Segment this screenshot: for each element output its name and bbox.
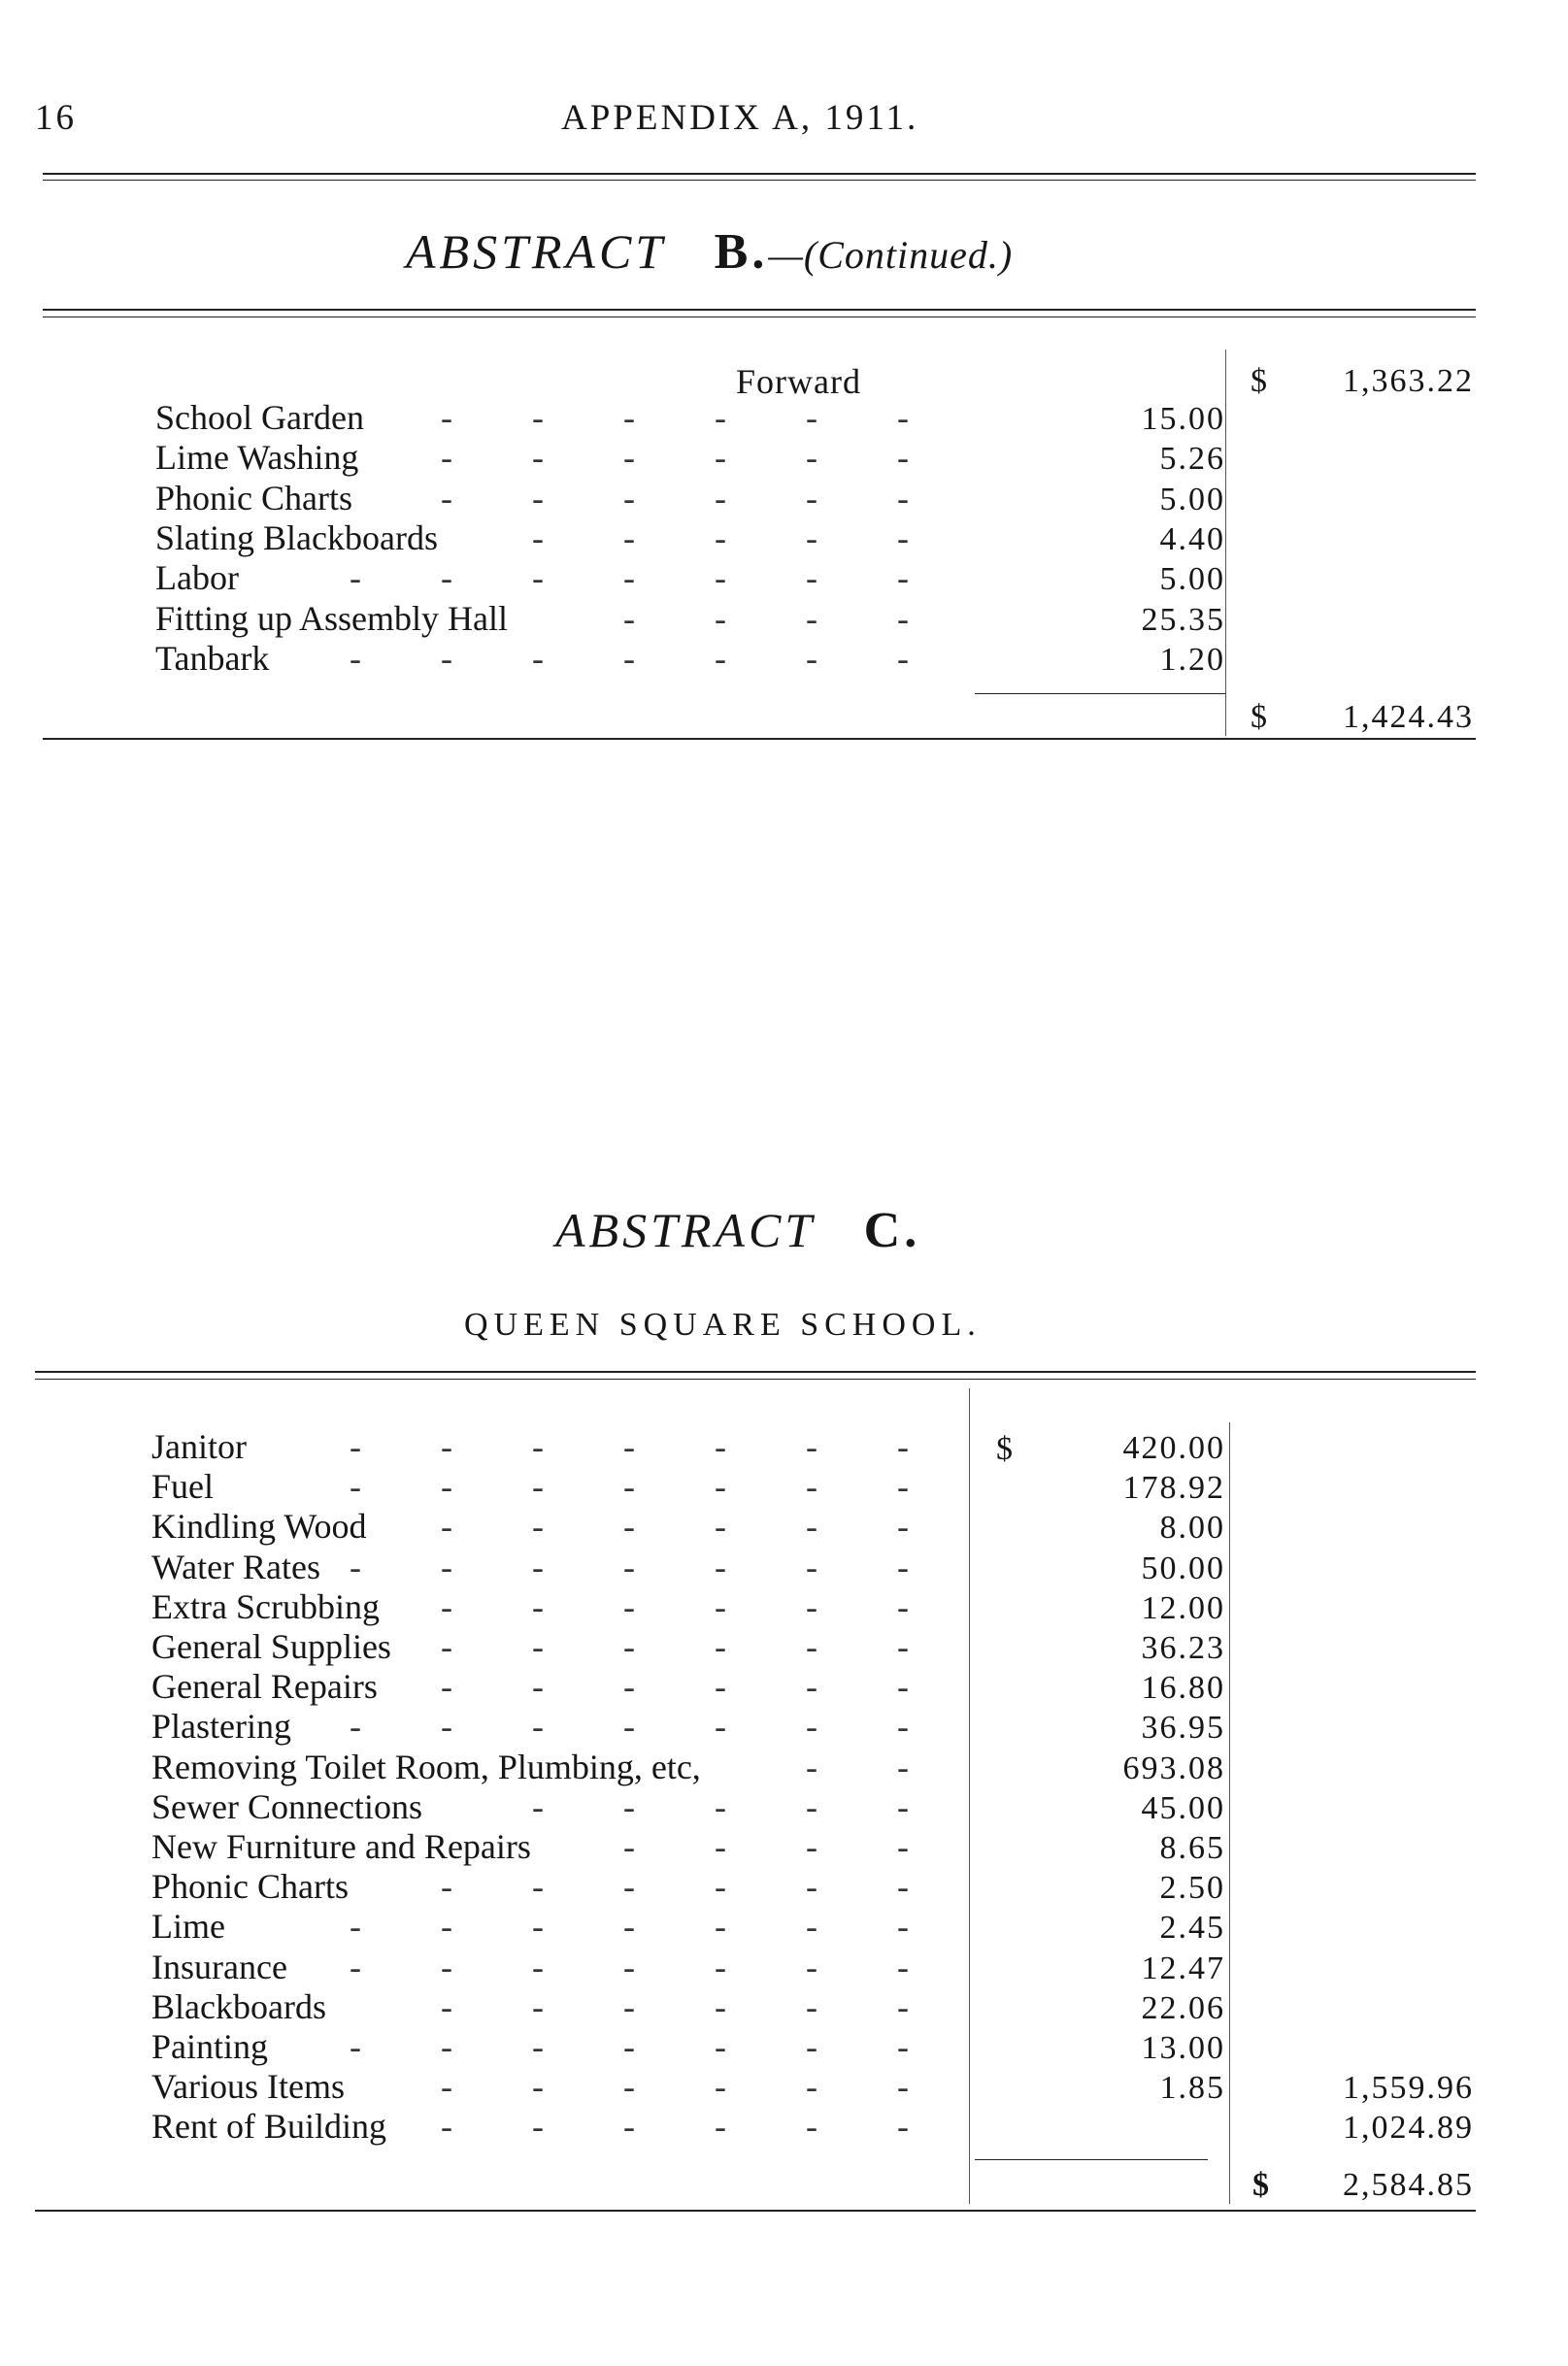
item-label: Fitting up Assembly Hall <box>155 598 509 638</box>
abstract-b-title <box>406 223 1013 281</box>
item-amount: 25.35 <box>1141 601 1225 638</box>
item-label: Labor <box>155 558 239 598</box>
item-label: New Furniture and Repairs <box>151 1827 531 1866</box>
table-row: Fuel - - - - - - - 178.92 <box>151 1467 1225 1507</box>
item-label: Kindling Wood <box>151 1507 367 1547</box>
table-row: Janitor - - - - - - - 420.00 <box>151 1427 1225 1466</box>
item-label: Rent of Building <box>151 2107 386 2147</box>
item-amount: 16.80 <box>1141 1670 1225 1707</box>
abstract-b-forward-amount: 1,363.22 <box>1343 363 1474 399</box>
table-row: Sewer Connections - - - - - 45.00 <box>151 1786 1225 1826</box>
item-amount: 36.23 <box>1141 1630 1225 1666</box>
table-row: Labor - - - - - - - 5.00 <box>155 558 1225 598</box>
abstract-c-title <box>555 1202 920 1259</box>
item-amount: 8.00 <box>1159 1510 1225 1547</box>
abstract-b-column-divider <box>1225 350 1226 736</box>
item-amount: 178.92 <box>1122 1470 1225 1507</box>
item-label: Water Rates <box>151 1547 321 1586</box>
item-label: Lime Washing <box>155 438 359 478</box>
table-row: Water Rates - - - - - - - 50.00 <box>151 1547 1225 1586</box>
item-label: Sewer Connections <box>151 1786 422 1826</box>
abstract-b-top-rule <box>43 309 1476 311</box>
abstract-c-top-rule-thin <box>35 1379 1476 1380</box>
item-subtotal: 1,024.89 <box>1343 2110 1474 2147</box>
item-amount: 12.47 <box>1141 1949 1225 1986</box>
abstract-b-letter: B. <box>714 224 769 280</box>
table-row: Painting - - - - - - - 13.00 <box>151 2027 1225 2066</box>
table-row: Extra Scrubbing - - - - - - 12.00 <box>151 1586 1225 1626</box>
item-amount: 1.85 <box>1159 2070 1225 2107</box>
item-label: Extra Scrubbing <box>151 1586 380 1626</box>
item-amount: 13.00 <box>1141 2030 1225 2066</box>
abstract-b-sum-rule <box>975 693 1225 694</box>
abstract-c-first-currency: $ <box>996 1431 1013 1467</box>
item-amount: 5.00 <box>1159 561 1225 598</box>
item-label: General Repairs <box>151 1667 378 1707</box>
table-row: Blackboards - - - - - - 22.06 <box>151 1986 1225 2026</box>
item-amount: 50.00 <box>1141 1550 1225 1586</box>
item-amount: 5.26 <box>1159 441 1225 478</box>
header-rule <box>43 173 1476 175</box>
item-amount: 22.06 <box>1141 1989 1225 2026</box>
item-label: Removing Toilet Room, Plumbing, etc, <box>151 1747 701 1786</box>
table-row: School Garden - - - - - - 15.00 <box>155 398 1225 437</box>
abstract-c-sum-rule <box>975 2159 1208 2160</box>
item-label: School Garden <box>155 398 364 437</box>
abstract-b-continued: —(Continued.) <box>768 233 1014 277</box>
item-label: Tanbark <box>155 638 270 678</box>
abstract-c-bottom-rule <box>35 2210 1476 2212</box>
table-row: Insurance - - - - - - - 12.47 <box>151 1947 1225 1986</box>
abstract-c-word: ABSTRACT <box>555 1203 817 1257</box>
table-row: Kindling Wood - - - - - - 8.00 <box>151 1507 1225 1547</box>
abstract-b-total-currency: $ <box>1251 699 1267 735</box>
abstract-b-word: ABSTRACT <box>406 224 667 279</box>
item-label: Janitor <box>151 1427 247 1466</box>
item-amount: 36.95 <box>1141 1710 1225 1747</box>
running-title: APPENDIX A, 1911. <box>561 98 919 138</box>
header-rule-thin <box>43 180 1476 181</box>
item-label: Insurance <box>151 1947 287 1986</box>
item-label: Painting <box>151 2027 269 2066</box>
item-label: Phonic Charts <box>151 1867 349 1907</box>
table-row: Tanbark - - - - - - - 1.20 <box>155 638 1225 678</box>
item-label: Plastering <box>151 1707 291 1747</box>
item-amount: 45.00 <box>1141 1789 1225 1826</box>
item-amount: 2.45 <box>1159 1910 1225 1947</box>
abstract-b-forward-label: Forward <box>736 362 861 401</box>
table-row: Lime Washing - - - - - - 5.26 <box>155 438 1225 478</box>
table-row: Slating Blackboards - - - - - 4.40 <box>155 517 1225 557</box>
table-row: Phonic Charts - - - - - - 2.50 <box>151 1867 1225 1907</box>
item-amount: 8.65 <box>1159 1830 1225 1866</box>
item-label: Blackboards <box>151 1986 326 2026</box>
item-amount: 12.00 <box>1141 1589 1225 1626</box>
table-row: New Furniture and Repairs - - - - 8.65 <box>151 1827 1225 1866</box>
table-row: Fitting up Assembly Hall - - - - 25.35 <box>155 598 1225 638</box>
abstract-c-letter: C. <box>863 1203 921 1258</box>
item-label: Lime <box>151 1907 225 1947</box>
table-row: General Supplies - - - - - - 36.23 <box>151 1627 1225 1666</box>
table-row: Various Items - - - - - - 1.85 1,559.96 <box>151 2067 1474 2107</box>
item-amount: 2.50 <box>1159 1870 1225 1907</box>
item-subtotal: 1,559.96 <box>1343 2070 1474 2107</box>
abstract-c-total: 2,584.85 <box>1343 2167 1474 2203</box>
item-amount: 4.40 <box>1159 520 1225 557</box>
table-row: Phonic Charts - - - - - - 5.00 <box>155 478 1225 517</box>
item-label: Fuel <box>151 1467 215 1507</box>
item-amount: 15.00 <box>1141 401 1225 437</box>
item-amount: 420.00 <box>1122 1430 1225 1466</box>
abstract-b-bottom-rule <box>43 738 1476 740</box>
table-row: Plastering - - - - - - - 36.95 <box>151 1707 1225 1747</box>
abstract-c-subtitle: QUEEN SQUARE SCHOOL. <box>464 1307 982 1343</box>
abstract-c-total-currency: $ <box>1252 2167 1269 2203</box>
item-label: Phonic Charts <box>155 478 352 517</box>
table-row: Rent of Building - - - - - - 1,024.89 <box>151 2107 1474 2147</box>
item-label: Various Items <box>151 2067 345 2107</box>
page-number: 16 <box>35 98 77 138</box>
item-amount: 5.00 <box>1159 481 1225 517</box>
item-label: Slating Blackboards <box>155 517 438 557</box>
abstract-b-forward-currency: $ <box>1251 363 1267 399</box>
item-label: General Supplies <box>151 1627 391 1666</box>
item-amount: 1.20 <box>1159 641 1225 678</box>
abstract-c-top-rule <box>35 1371 1476 1373</box>
item-amount: 693.08 <box>1122 1750 1225 1786</box>
table-row: General Repairs - - - - - - 16.80 <box>151 1667 1225 1707</box>
table-row: Lime - - - - - - - 2.45 <box>151 1907 1225 1947</box>
abstract-b-total: 1,424.43 <box>1343 699 1474 735</box>
table-row: Removing Toilet Room, Plumbing, etc, - - 693.08 <box>151 1747 1225 1786</box>
